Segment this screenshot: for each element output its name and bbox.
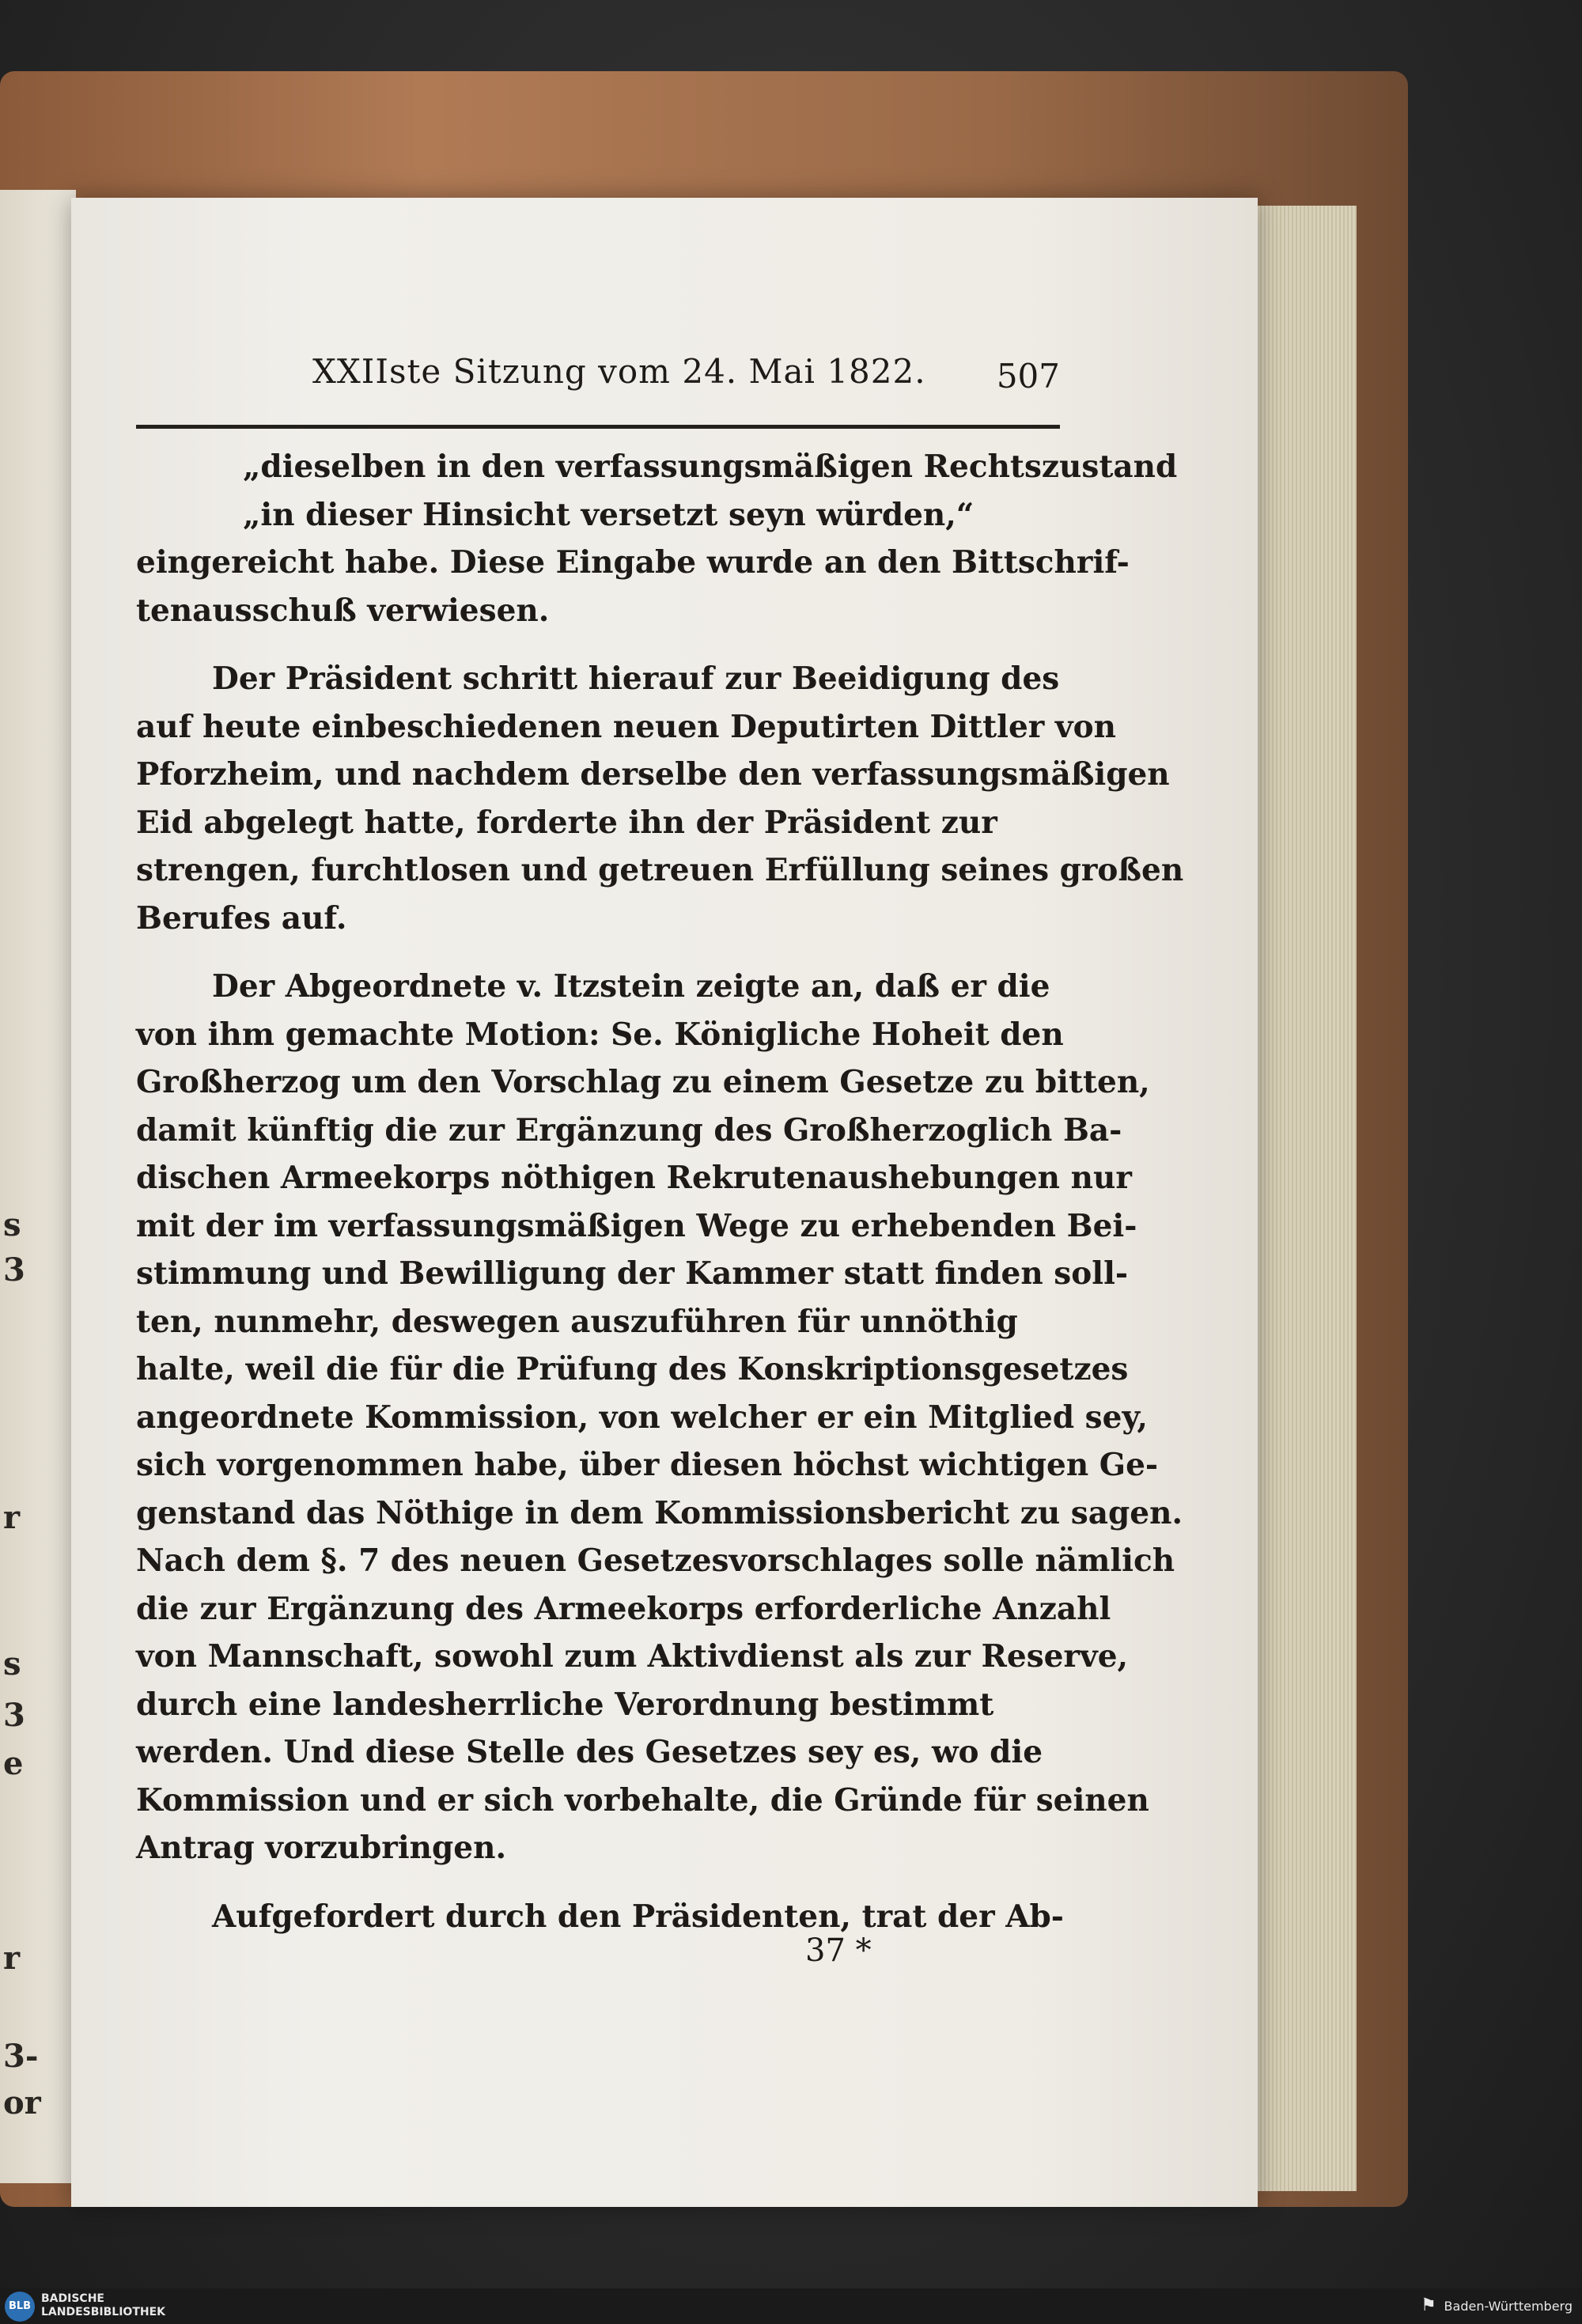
text-line: mit der im verfassungsmäßigen Wege zu erhebenden Bei- [136, 1207, 1137, 1244]
paragraph [136, 963, 1183, 1872]
body-text [136, 443, 1184, 1961]
library-logo-icon: BLB [5, 2292, 35, 2322]
text-line: stimmung und Bewilligung der Kammer statt finden soll- [136, 1255, 1129, 1292]
text-line: eingereicht habe. Diese Eingabe wurde an den Bittschrif- [136, 544, 1130, 581]
page-number: 507 [996, 357, 1060, 396]
signature-mark: 37 * [805, 1932, 872, 1969]
text-line: von ihm gemachte Motion: Se. Königliche Hoheit den [136, 1016, 1064, 1053]
left-page-fragment: e [3, 1745, 24, 1782]
library-name [41, 2292, 165, 2319]
text-line: Antrag vorzubringen. [136, 1830, 507, 1866]
text-line: halte, weil die für die Prüfung des Konskriptionsgesetzes [136, 1351, 1129, 1387]
library-name-line1: BADISCHE [41, 2292, 104, 2305]
text-line: damit künftig die zur Ergänzung des Großherzoglich Ba- [136, 1111, 1122, 1149]
page-header [134, 352, 1060, 407]
text-line: auf heute einbeschiedenen neuen Deputirten Dittler von [136, 708, 1116, 745]
text-line: tenausschuß verwiesen. [136, 592, 550, 629]
state-name: Baden-Württemberg [1444, 2299, 1573, 2314]
paragraph [136, 655, 1184, 942]
state-emblem-icon: ⚑ [1421, 2296, 1436, 2315]
left-page-fragment: 3 [3, 1251, 25, 1289]
text-line: Eid abgelegt hatte, forderte ihn der Präsident zur [136, 804, 997, 841]
text-line: ten, nunmehr, deswegen auszuführen für unnöthig [136, 1303, 1018, 1340]
paragraph [136, 539, 1130, 634]
text-line: sich vorgenommen habe, über diesen höchst wichtigen Ge- [136, 1447, 1159, 1483]
text-line: strengen, furchtlosen und getreuen Erfüllung seines großen [136, 852, 1184, 888]
text-line: durch eine landesherrliche Verordnung bestimmt [136, 1686, 994, 1723]
library-name-line2: LANDESBIBLIOTHEK [41, 2306, 166, 2318]
text-line: Der Präsident schritt hierauf zur Beeidigung des [212, 660, 1060, 697]
page-edges [1254, 206, 1357, 2191]
text-line: Aufgefordert durch den Präsidenten, trat der Ab- [212, 1898, 1064, 1935]
text-line: dischen Armeekorps nöthigen Rekrutenaushebungen nur [136, 1160, 1132, 1196]
text-line: Kommission und er sich vorbehalte, die Gründe für seinen [136, 1781, 1149, 1819]
running-head: XXIIste Sitzung vom 24. Mai 1822. [312, 352, 926, 391]
paragraph-quote [136, 443, 1178, 539]
left-page-fragment: r [3, 1940, 21, 1977]
left-page-fragment: 3 [3, 1697, 25, 1734]
left-page-fragment: s [3, 1206, 21, 1243]
left-page-fragment: or [3, 2084, 41, 2122]
left-page-fragment: s [3, 1645, 21, 1682]
text-line: „in dieser Hinsicht versetzt seyn würden,“ [243, 496, 975, 533]
left-page-fragment: 3- [3, 2038, 39, 2075]
text-line: die zur Ergänzung des Armeekorps erforderliche Anzahl [136, 1590, 1111, 1627]
text-line: genstand das Nöthige in dem Kommissionsbericht zu sagen. [136, 1494, 1183, 1531]
text-line: Berufes auf. [136, 899, 347, 937]
text-line: „dieselben in den verfassungsmäßigen Rechtszustand [243, 449, 1178, 485]
left-page-fragment: r [3, 1499, 21, 1536]
text-line: Der Abgeordnete v. Itzstein zeigte an, daß er die [212, 968, 1050, 1005]
text-line: werden. Und diese Stelle des Gesetzes sey es, wo die [136, 1734, 1043, 1770]
text-line: angeordnete Kommission, von welcher er ein Mitglied sey, [136, 1399, 1148, 1436]
paragraph [136, 1893, 1064, 1941]
text-line: Großherzog um den Vorschlag zu einem Gesetze zu bitten, [136, 1064, 1150, 1100]
left-page-edge [0, 190, 76, 2183]
header-rule [136, 425, 1060, 429]
footer-bar [0, 2288, 1582, 2324]
text-line: Pforzheim, und nachdem derselbe den verfassungsmäßigen [136, 756, 1170, 793]
text-line: Nach dem §. 7 des neuen Gesetzesvorschlages solle nämlich [136, 1542, 1175, 1579]
text-line: von Mannschaft, sowohl zum Aktivdienst als zur Reserve, [136, 1638, 1129, 1675]
